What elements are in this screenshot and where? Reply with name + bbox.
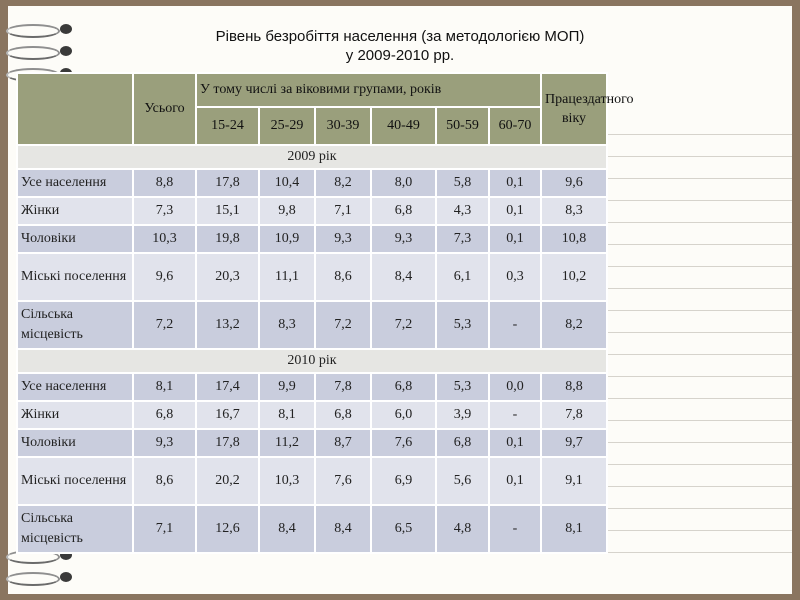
table-cell: 5,8 [436,169,489,197]
table-cell: 12,6 [196,505,259,553]
table-cell: 10,4 [259,169,315,197]
row-label: Жінки [17,197,133,225]
ruled-line [608,266,792,267]
table-cell: 6,1 [436,253,489,301]
table-cell: 13,2 [196,301,259,349]
age-group-header: 30-39 [315,107,371,145]
table-cell: 19,8 [196,225,259,253]
table-cell: 8,4 [259,505,315,553]
table-cell: 6,5 [371,505,436,553]
table-cell: - [489,401,541,429]
table-cell: 9,7 [541,429,607,457]
corner-header-cell [17,73,133,145]
table-cell: 8,6 [133,457,196,505]
year-row [17,145,607,169]
table-cell: 20,3 [196,253,259,301]
table-cell: 8,1 [259,401,315,429]
age-group-header: 40-49 [371,107,436,145]
table-row [17,253,607,301]
total-header: Усього [133,73,196,145]
ruled-line [608,244,792,245]
table-row [17,301,607,349]
table-cell: 7,3 [436,225,489,253]
table-cell: 9,1 [541,457,607,505]
table-cell: 6,8 [133,401,196,429]
ruled-line [608,442,792,443]
table-cell: - [489,301,541,349]
table-cell: 9,3 [371,225,436,253]
table-cell: 9,3 [133,429,196,457]
table-cell: 7,6 [371,429,436,457]
slide-title: Рівень безробіття населення (за методологією МОП) [215,28,585,45]
table-cell: 11,2 [259,429,315,457]
working-age-header: Працездатного віку [541,73,607,145]
table-cell: 6,8 [315,401,371,429]
table-row [17,169,607,197]
unemployment-table [16,72,634,554]
table-cell: 4,8 [436,505,489,553]
table-cell: 8,6 [315,253,371,301]
table-cell: 8,4 [371,253,436,301]
ruled-line [608,178,792,179]
table-cell: 10,3 [133,225,196,253]
table-cell: 8,3 [541,197,607,225]
table-cell: 20,2 [196,457,259,505]
ruled-line [608,552,792,553]
table-row [17,197,607,225]
table-cell: 3,9 [436,401,489,429]
row-label: Міські поселення [17,457,133,505]
ruled-line [608,200,792,201]
table-cell: 0,1 [489,429,541,457]
table-cell: 10,9 [259,225,315,253]
table-row [17,429,607,457]
ruled-line [608,420,792,421]
table-cell: 0,3 [489,253,541,301]
table-cell: 8,0 [371,169,436,197]
table-cell: 7,2 [315,301,371,349]
year-label: 2009 рік [17,145,607,169]
ruled-line [608,464,792,465]
row-label: Жінки [17,401,133,429]
table-cell: 6,9 [371,457,436,505]
table-cell: 9,6 [133,253,196,301]
ruled-line [608,376,792,377]
age-group-header: 15-24 [196,107,259,145]
table-row [17,225,607,253]
table-cell: 17,8 [196,429,259,457]
table-cell: 0,1 [489,169,541,197]
age-group-header: 50-59 [436,107,489,145]
row-label: Усе населення [17,169,133,197]
table-cell: 7,8 [315,373,371,401]
row-label: Міські поселення [17,253,133,301]
table-cell: - [489,505,541,553]
table-cell: 10,8 [541,225,607,253]
table-cell: 16,7 [196,401,259,429]
ruled-line [608,222,792,223]
ruled-line [608,288,792,289]
table-cell: 0,1 [489,457,541,505]
table-cell: 15,1 [196,197,259,225]
table-cell: 11,1 [259,253,315,301]
table-cell: 10,3 [259,457,315,505]
table-cell: 7,3 [133,197,196,225]
table-cell: 5,3 [436,301,489,349]
table-row [17,401,607,429]
ruled-line [608,332,792,333]
row-label: Чоловіки [17,225,133,253]
table-cell: 7,2 [371,301,436,349]
table-cell: 7,1 [315,197,371,225]
table-cell: 8,1 [133,373,196,401]
table-cell: 8,7 [315,429,371,457]
ruled-line [608,354,792,355]
table-cell: 8,8 [541,373,607,401]
table-cell: 7,1 [133,505,196,553]
table-cell: 5,3 [436,373,489,401]
table-cell: 7,2 [133,301,196,349]
table-cell: 8,2 [541,301,607,349]
ruled-line [608,508,792,509]
year-row [17,349,607,373]
table-cell: 5,6 [436,457,489,505]
age-group-header: 60-70 [489,107,541,145]
table-cell: 6,8 [436,429,489,457]
table-cell: 17,8 [196,169,259,197]
table-cell: 9,3 [315,225,371,253]
row-label: Усе населення [17,373,133,401]
table-cell: 10,2 [541,253,607,301]
table-cell: 8,3 [259,301,315,349]
table-cell: 8,2 [315,169,371,197]
table-cell: 8,1 [541,505,607,553]
table-cell: 9,9 [259,373,315,401]
table-cell: 0,1 [489,197,541,225]
year-label: 2010 рік [17,349,607,373]
table-cell: 7,6 [315,457,371,505]
slide-subtitle: у 2009-2010 рр. [345,47,455,64]
table-cell: 0,0 [489,373,541,401]
ruled-line [608,486,792,487]
row-label: Сільська місцевість [17,505,133,553]
age-group-caption: У тому числі за віковими групами, років [196,73,541,107]
row-label: Сільська місцевість [17,301,133,349]
table-cell: 6,0 [371,401,436,429]
table-row [17,457,607,505]
spiral-ring [0,570,70,584]
table-cell: 4,3 [436,197,489,225]
ruled-line [608,134,792,135]
table-cell: 8,8 [133,169,196,197]
ruled-line [608,156,792,157]
ruled-line [608,398,792,399]
table-cell: 17,4 [196,373,259,401]
table-cell: 0,1 [489,225,541,253]
table-row [17,505,607,553]
ruled-line [608,310,792,311]
table-row [17,373,607,401]
table-cell: 7,8 [541,401,607,429]
ruled-line [608,530,792,531]
table-cell: 6,8 [371,373,436,401]
table-cell: 9,8 [259,197,315,225]
row-label: Чоловіки [17,429,133,457]
table-cell: 9,6 [541,169,607,197]
age-group-header: 25-29 [259,107,315,145]
table-cell: 8,4 [315,505,371,553]
table-cell: 6,8 [371,197,436,225]
